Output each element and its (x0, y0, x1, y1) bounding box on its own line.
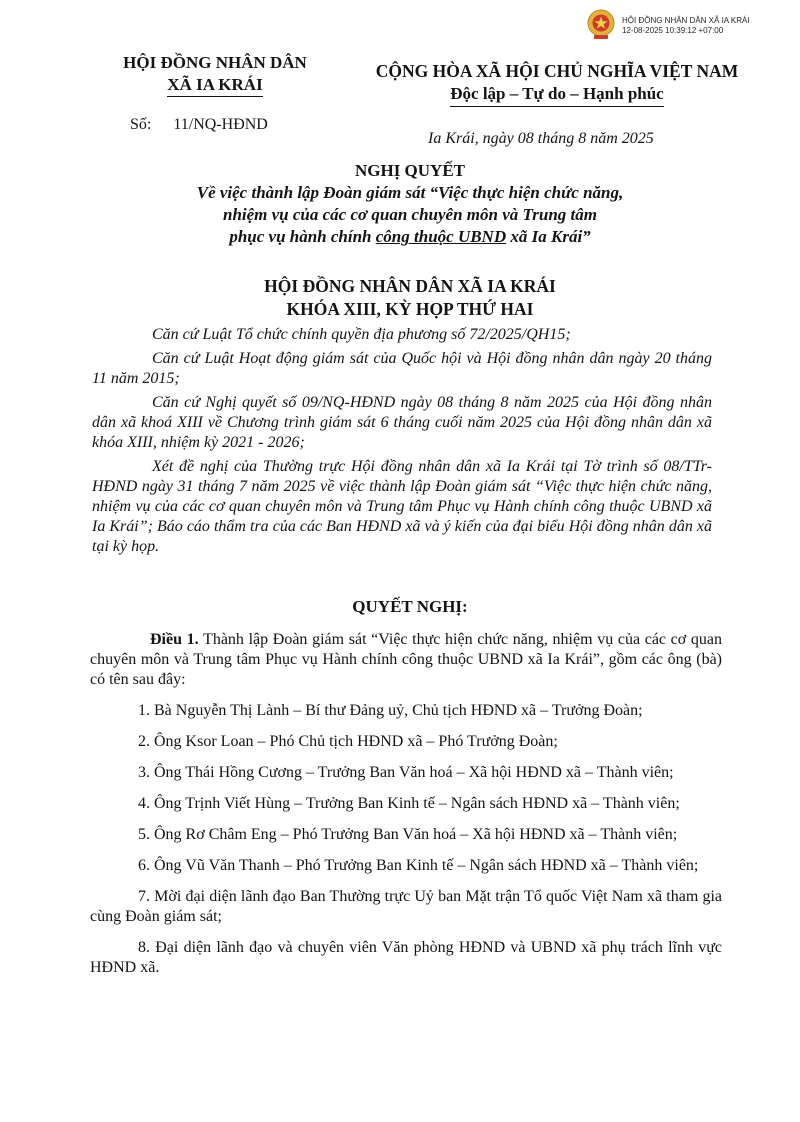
list-item: 1. Bà Nguyễn Thị Lành – Bí thư Đảng uỷ, Chủ tịch HĐND xã – Trưởng Đoàn; (138, 702, 643, 719)
legal-bases (92, 325, 712, 561)
document-type: NGHỊ QUYẾT (354, 161, 466, 180)
council-session: KHÓA XIII, KỲ HỌP THỨ HAI (286, 299, 534, 319)
list-item: 8. Đại diện lãnh đạo và chuyên viên Văn phòng HĐND và UBND xã phụ trách lĩnh vực HĐND xã. (90, 939, 722, 976)
document-number-value: 11/NQ-HĐND (173, 116, 268, 133)
legal-basis: Căn cứ Luật Tổ chức chính quyền địa phương số 72/2025/QH15; (152, 326, 571, 343)
signature-timestamp: 12-08-2025 10:39:12 +07:00 (622, 26, 724, 35)
legal-basis: Xét đề nghị của Thường trực Hội đồng nhân dân xã Ia Krái tại Tờ trình số 08/TTr-HĐND ngày 31 tháng 7 năm 2025 về việc thành lập Đoàn giám sát “Việc thực hiện chức năng, nhiệm vụ của các cơ quan chuyên môn và Trung tâm Phục vụ Hành chính công thuộc UBND xã Ia Krái”; Báo cáo thẩm tra của các Ban HĐND xã và ý kiến của đại biểu Hội đồng nhân dân xã tại kỳ họp. (92, 458, 712, 555)
national-header (352, 60, 762, 107)
digital-signature-stamp (622, 16, 750, 36)
council-name: HỘI ĐỒNG NHÂN DÂN XÃ IA KRÁI (264, 276, 556, 296)
subject-line-1: Về việc thành lập Đoàn giám sát “Việc thực hiện chức năng, (196, 183, 624, 202)
article-1-intro (90, 630, 722, 690)
list-item: 5. Ông Rơ Châm Eng – Phó Trưởng Ban Văn hoá – Xã hội HĐND xã – Thành viên; (138, 826, 678, 843)
national-emblem-icon (586, 8, 616, 42)
authority-commune: XÃ IA KRÁI (167, 74, 262, 97)
list-item: 6. Ông Vũ Văn Thanh – Phó Trưởng Ban Kinh tế – Ngân sách HĐND xã – Thành viên; (138, 857, 699, 874)
document-title (90, 160, 730, 248)
article-1-label: Điều 1. (150, 631, 199, 648)
decide-heading: QUYẾT NGHỊ: (352, 597, 468, 616)
council-heading (90, 275, 730, 321)
member-list (90, 701, 722, 978)
national-motto: Độc lập – Tự do – Hạnh phúc (450, 82, 663, 107)
authority-name: HỘI ĐỒNG NHÂN DÂN (123, 53, 307, 72)
list-item: 4. Ông Trịnh Viết Hùng – Trưởng Ban Kinh tế – Ngân sách HĐND xã – Thành viên; (138, 795, 680, 812)
list-item: 2. Ông Ksor Loan – Phó Chủ tịch HĐND xã – Phó Trưởng Đoàn; (138, 733, 558, 750)
nation-name: CỘNG HÒA XÃ HỘI CHỦ NGHĨA VIỆT NAM (375, 61, 739, 81)
list-item: 7. Mời đại diện lãnh đạo Ban Thường trực Uỷ ban Mặt trận Tổ quốc Việt Nam xã tham gia cùng Đoàn giám sát; (90, 888, 722, 925)
document-number-label: Số: (130, 116, 152, 133)
legal-basis: Căn cứ Luật Hoạt động giám sát của Quốc hội và Hội đồng nhân dân ngày 20 tháng 11 năm 2015; (92, 350, 712, 387)
list-item: 3. Ông Thái Hồng Cương – Trưởng Ban Văn hoá – Xã hội HĐND xã – Thành viên; (138, 764, 674, 781)
subject-line-3 (90, 226, 730, 248)
article-1 (90, 630, 722, 989)
legal-basis: Căn cứ Nghị quyết số 09/NQ-HĐND ngày 08 tháng 8 năm 2025 của Hội đồng nhân dân xã khoá XIII về Chương trình giám sát 6 tháng cuối năm 2025 của Hội đồng nhân dân xã khóa XIII, nhiệm kỳ 2021 - 2026; (92, 394, 712, 451)
subject-line-2: nhiệm vụ của các cơ quan chuyên môn và Trung tâm (222, 205, 598, 224)
signature-signer: HỘI ĐỒNG NHÂN DÂN XÃ IA KRÁI (622, 16, 750, 25)
place-and-date: Ia Krái, ngày 08 tháng 8 năm 2025 (428, 130, 654, 147)
document-number (130, 116, 268, 134)
article-1-text: Thành lập Đoàn giám sát “Việc thực hiện chức năng, nhiệm vụ của các cơ quan chuyên môn và Trung tâm Phục vụ Hành chính công thuộc UBND xã Ia Krái”, gồm các ông (bà) có tên sau đây: (90, 631, 723, 688)
issuing-authority (100, 52, 330, 97)
subject-line-3-underlined: công thuộc UBND (375, 227, 507, 246)
subject-line-3-end: xã Ia Krái” (506, 227, 591, 246)
subject-line-3-start: phục vụ hành chính (229, 227, 376, 246)
